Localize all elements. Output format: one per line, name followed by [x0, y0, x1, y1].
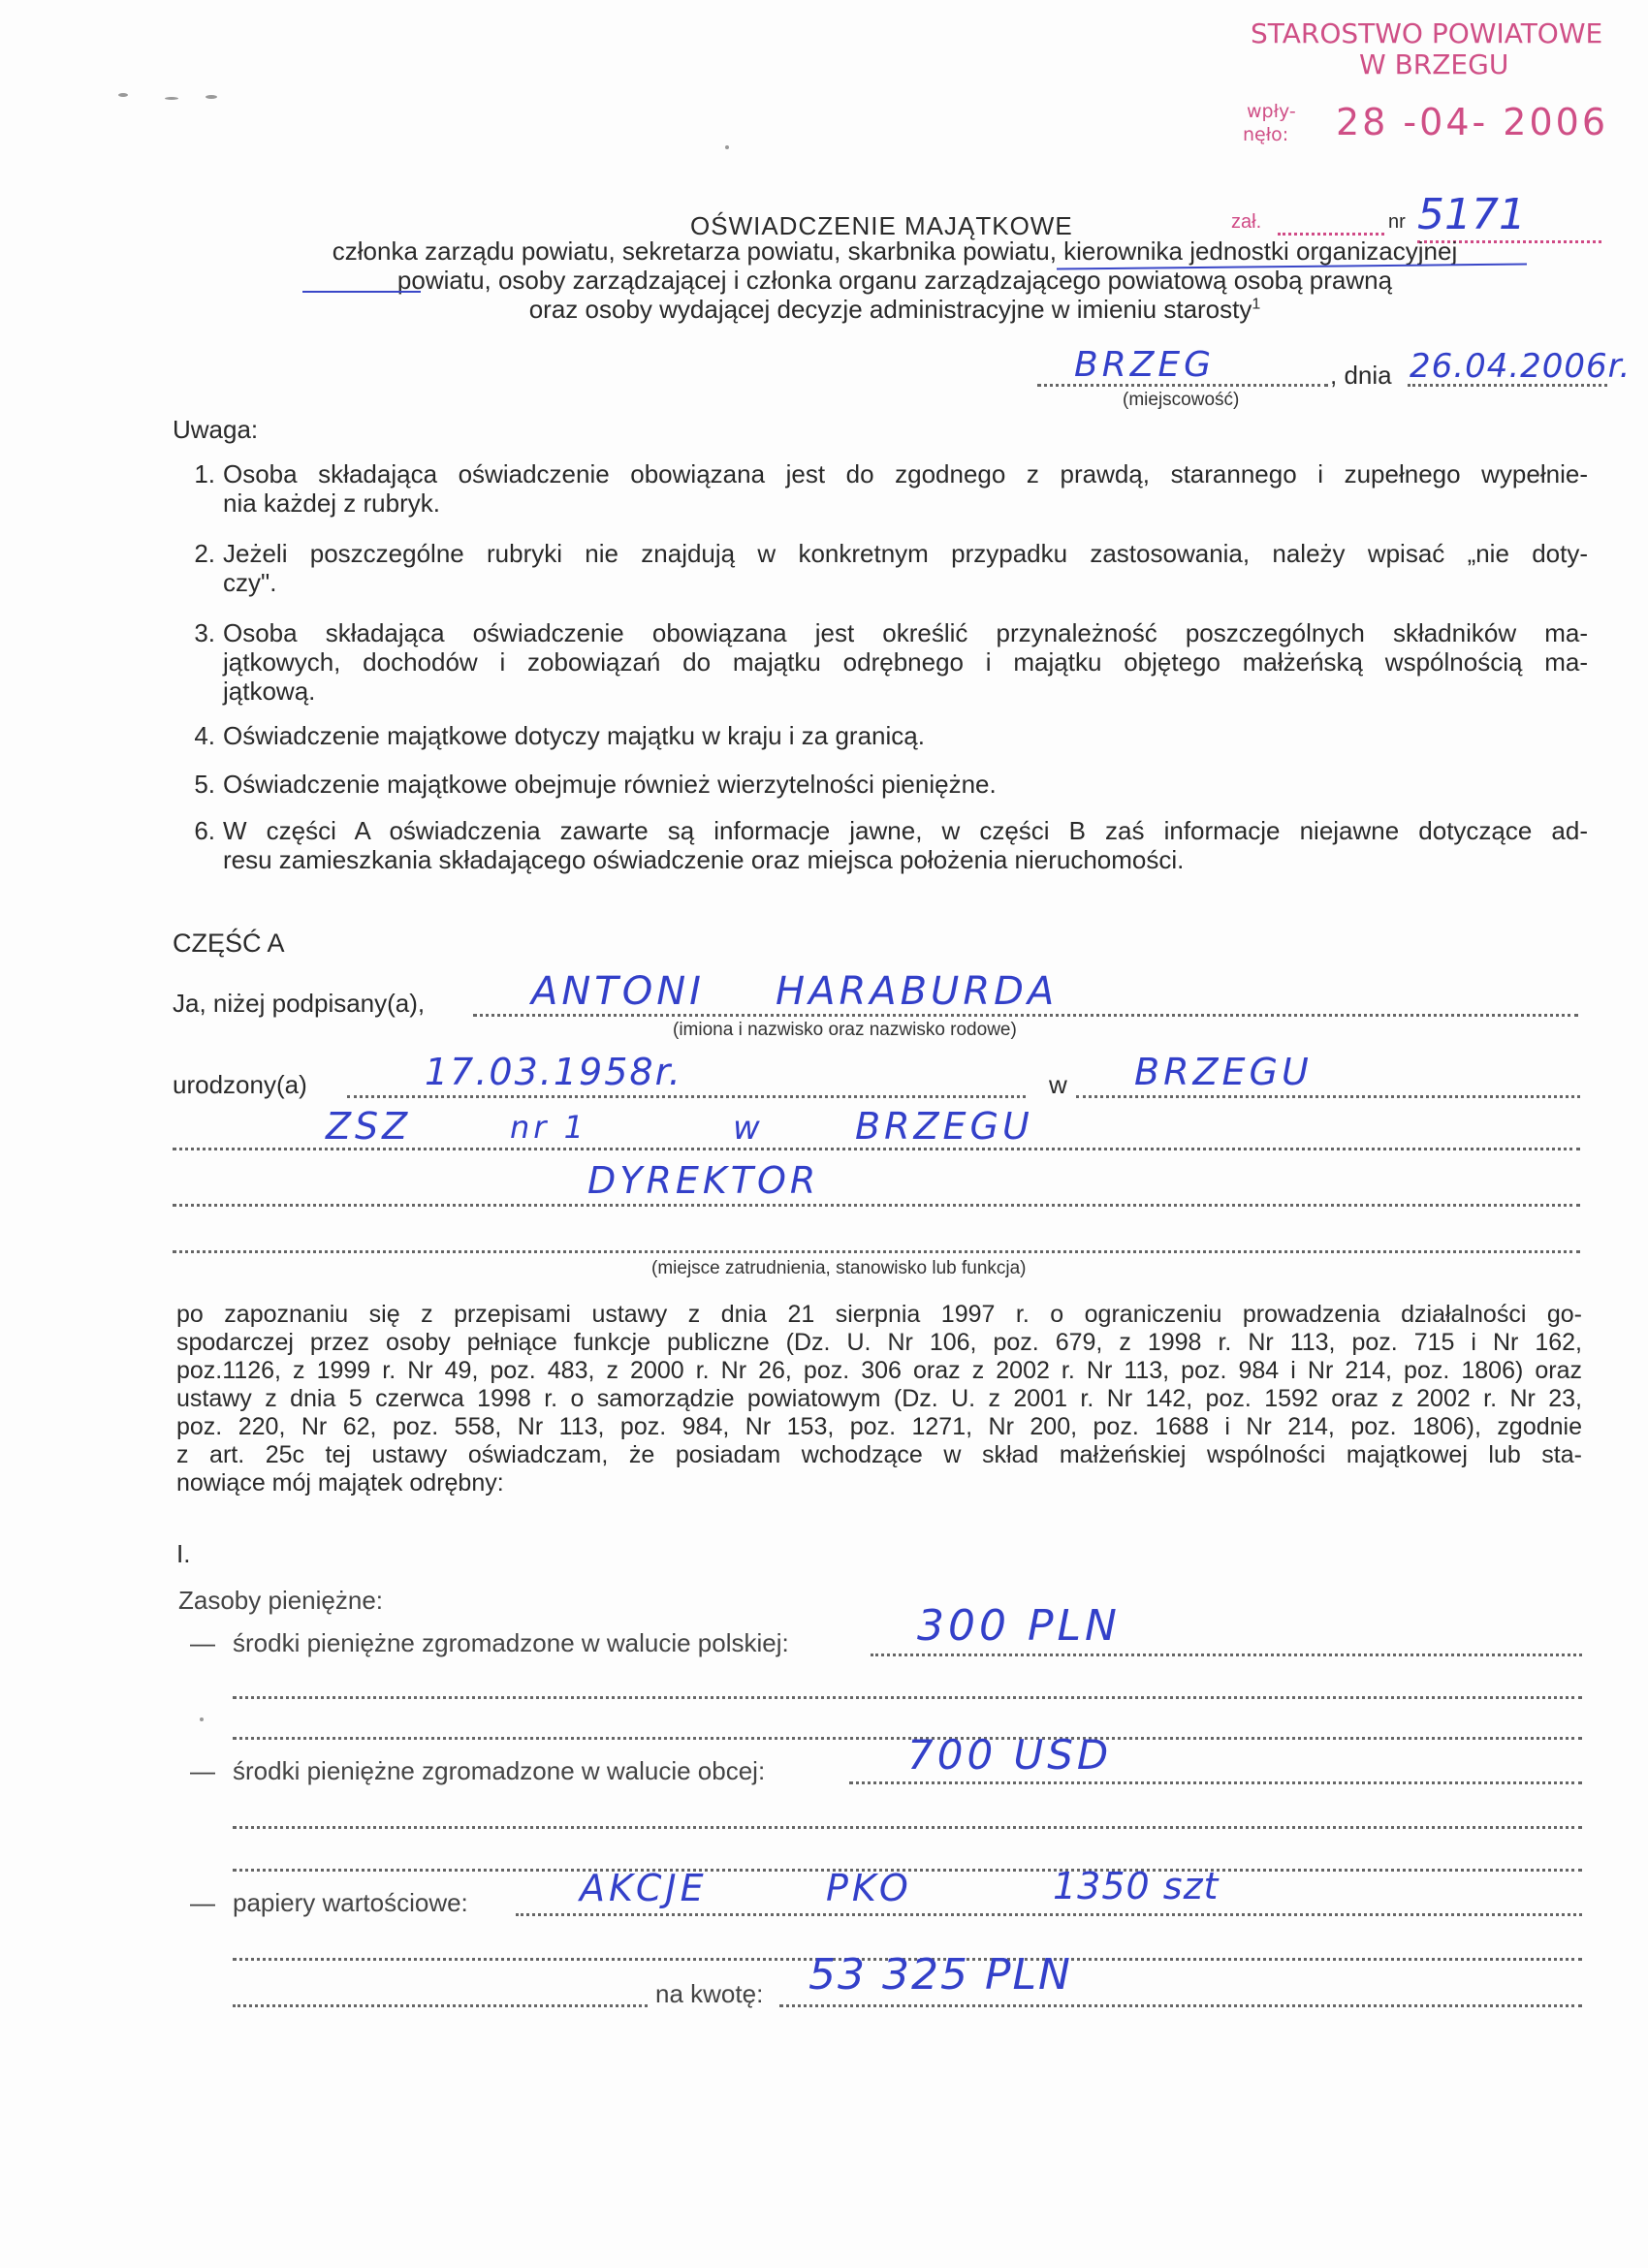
- note-number: 5.: [194, 770, 215, 799]
- note-text: Oświadczenie majątkowe dotyczy majątku w kraju i za granicą.: [223, 721, 925, 750]
- note-text: czy".: [223, 568, 277, 597]
- amount-lead-dotted-line: [233, 2004, 648, 2007]
- foreign-label: środki pieniężne zgromadzone w walucie obcej:: [233, 1756, 766, 1785]
- statement-line: spodarczej przez osoby pełniące funkcje publiczne (Dz. U. Nr 106, poz. 679, z 1998 r. Nr 113, poz. 715 i Nr 162,: [176, 1329, 1582, 1356]
- zal-label: zał.: [1231, 211, 1262, 233]
- name-last: HARABURDA: [776, 969, 1059, 1014]
- date-label: , dnia: [1330, 361, 1392, 390]
- employer-dotted-line: [173, 1148, 1580, 1150]
- employment-caption: (miejsce zatrudnienia, stanowisko lub funkcja): [651, 1258, 1027, 1278]
- subtitle-line1: członka zarządu powiatu, sekretarza powiatu, skarbnika powiatu, kierownika jednostki organizacyjnej: [332, 236, 1458, 266]
- securities-label: papiery wartościowe:: [233, 1888, 468, 1917]
- nr-value: 5171: [1417, 190, 1526, 239]
- pln-extra-line: [233, 1696, 1582, 1699]
- place-value: BRZEG: [1074, 345, 1216, 385]
- stamp-received-label-1: wpły-: [1247, 101, 1296, 122]
- note-number: 2.: [194, 539, 215, 568]
- statement-line: poz.1126, z 1999 r. Nr 49, poz. 483, z 2000 r. Nr 26, poz. 306 oraz z 2002 r. Nr 113, poz. 984 i Nr 214, poz. 1806) oraz: [176, 1357, 1582, 1384]
- securities-dotted-line: [516, 1913, 1582, 1916]
- notes-heading: Uwaga:: [173, 415, 259, 444]
- dash: —: [190, 1756, 215, 1785]
- scan-speck: [165, 97, 178, 100]
- note-text: jątkowych, dochodów i zobowiązań do majątku odrębnego i majątku objętego małżeńską wspólnością ma-: [223, 647, 1588, 677]
- note-number: 6.: [194, 816, 215, 845]
- birth-date-dotted-line: [347, 1095, 1026, 1098]
- note-text: W części A oświadczenia zawarte są informacje jawne, w części B zaś informacje niejawne dotyczące ad-: [223, 816, 1588, 845]
- foreign-dotted-line: [849, 1781, 1582, 1784]
- statement-line: ustawy z dnia 5 czerwca 1998 r. o samorządzie powiatowym (Dz. U. z 2001 r. Nr 142, poz. 1592 oraz z 2002 r. Nr 23,: [176, 1385, 1582, 1412]
- scan-speck: [200, 1717, 204, 1721]
- subtitle-line2: powiatu, osoby zarządzającej i członka organu zarządzającego powiatową osobą prawną: [396, 266, 1393, 295]
- dash: —: [190, 1628, 215, 1657]
- footnote-mark: 1: [1252, 296, 1261, 313]
- scan-speck: [118, 93, 128, 97]
- born-in-label: w: [1049, 1070, 1067, 1099]
- hand-underline: [302, 291, 421, 293]
- pln-label: środki pieniężne zgromadzone w walucie polskiej:: [233, 1628, 789, 1657]
- note-text: nia każdej z rubryk.: [223, 488, 440, 518]
- statement-line: po zapoznaniu się z przepisami ustawy z dnia 21 sierpnia 1997 r. o ograniczeniu prowadzenia działalności go-: [176, 1301, 1582, 1328]
- employer-part: BRZEGU: [855, 1105, 1033, 1148]
- birth-place-dotted-line: [1076, 1095, 1580, 1098]
- statement-line: poz. 220, Nr 62, poz. 558, Nr 113, poz. 984, Nr 153, poz. 1271, Nr 200, poz. 1688 i Nr 214, poz. 1806), zgodnie: [176, 1413, 1582, 1440]
- place-caption: (miejscowość): [1123, 390, 1240, 410]
- employer-part: ZSZ: [326, 1105, 412, 1148]
- date-value: 26.04.2006r.: [1410, 347, 1632, 386]
- stamp-office-line1: STAROSTWO POWIATOWE: [1251, 17, 1603, 49]
- securities-part: AKCJE: [580, 1867, 708, 1909]
- statement-line: nowiące mój majątek odrębny:: [176, 1469, 504, 1496]
- extra-dotted-line: [173, 1250, 1580, 1253]
- pln-value: 300 PLN: [917, 1601, 1121, 1651]
- section-heading: Zasoby pieniężne:: [178, 1586, 384, 1615]
- note-number: 4.: [194, 721, 215, 750]
- note-number: 3.: [194, 618, 215, 647]
- securities-part: PKO: [826, 1867, 912, 1909]
- employer-part: nr 1: [510, 1109, 587, 1146]
- stamp-received-label-2: nęło:: [1243, 124, 1289, 145]
- page-title: OŚWIADCZENIE MAJĄTKOWE: [690, 211, 1073, 240]
- scan-speck: [206, 95, 217, 99]
- dash: —: [190, 1888, 215, 1917]
- section-roman: I.: [176, 1539, 191, 1568]
- stamp-received-date: 28 -04- 2006: [1336, 101, 1608, 143]
- scan-speck: [725, 145, 729, 149]
- pln-dotted-line: [871, 1654, 1582, 1656]
- note-text: jątkową.: [223, 677, 316, 706]
- foreign-extra-line: [233, 1826, 1582, 1829]
- employer-part: w: [733, 1109, 764, 1148]
- foreign-value: 700 USD: [907, 1731, 1113, 1779]
- zal-dotted-line: [1278, 233, 1384, 236]
- statement-text: [176, 1301, 1582, 1497]
- signed-label: Ja, niżej podpisany(a),: [173, 989, 426, 1018]
- birth-date: 17.03.1958r.: [425, 1051, 682, 1093]
- note-text: Osoba składająca oświadczenie obowiązana jest do zgodnego z prawdą, starannego i zupełnego wypełnie-: [223, 459, 1588, 488]
- amount-label: na kwotę:: [655, 1979, 764, 2008]
- securities-part: 1350 szt: [1053, 1865, 1220, 1907]
- note-text: Jeżeli poszczególne rubryki nie znajdują w konkretnym przypadku zastosowania, należy wpisać „nie doty-: [223, 539, 1588, 568]
- note-text: Oświadczenie majątkowe obejmuje również wierzytelności pieniężne.: [223, 770, 997, 799]
- name-dotted-line: [473, 1014, 1578, 1017]
- position-value: DYREKTOR: [587, 1159, 820, 1202]
- note-text: Osoba składająca oświadczenie obowiązana jest określić przynależność poszczególnych składników ma-: [223, 618, 1588, 647]
- birth-place: BRZEGU: [1134, 1051, 1313, 1093]
- part-a-heading: CZĘŚĆ A: [173, 929, 285, 958]
- nr-label: nr: [1388, 211, 1406, 233]
- note-text: resu zamieszkania składającego oświadczenie oraz miejsca położenia nieruchomości.: [223, 845, 1185, 874]
- amount-dotted-line: [779, 2004, 1582, 2007]
- name-caption: (imiona i nazwisko oraz nazwisko rodowe): [673, 1020, 1017, 1040]
- amount-value: 53 325 PLN: [808, 1950, 1072, 2000]
- stamp-office-line2: W BRZEGU: [1359, 48, 1509, 80]
- position-dotted-line: [173, 1204, 1580, 1207]
- born-label: urodzony(a): [173, 1070, 307, 1099]
- name-first: ANTONI: [531, 969, 705, 1014]
- statement-line: z art. 25c tej ustawy oświadczam, że posiadam wchodzące w skład małżeńskiej wspólności majątkowej lub sta-: [176, 1441, 1582, 1468]
- subtitle-line3: oraz osoby wydającej decyzje administracyjne w imieniu starosty$^1$: [528, 295, 1261, 324]
- note-number: 1.: [194, 459, 215, 488]
